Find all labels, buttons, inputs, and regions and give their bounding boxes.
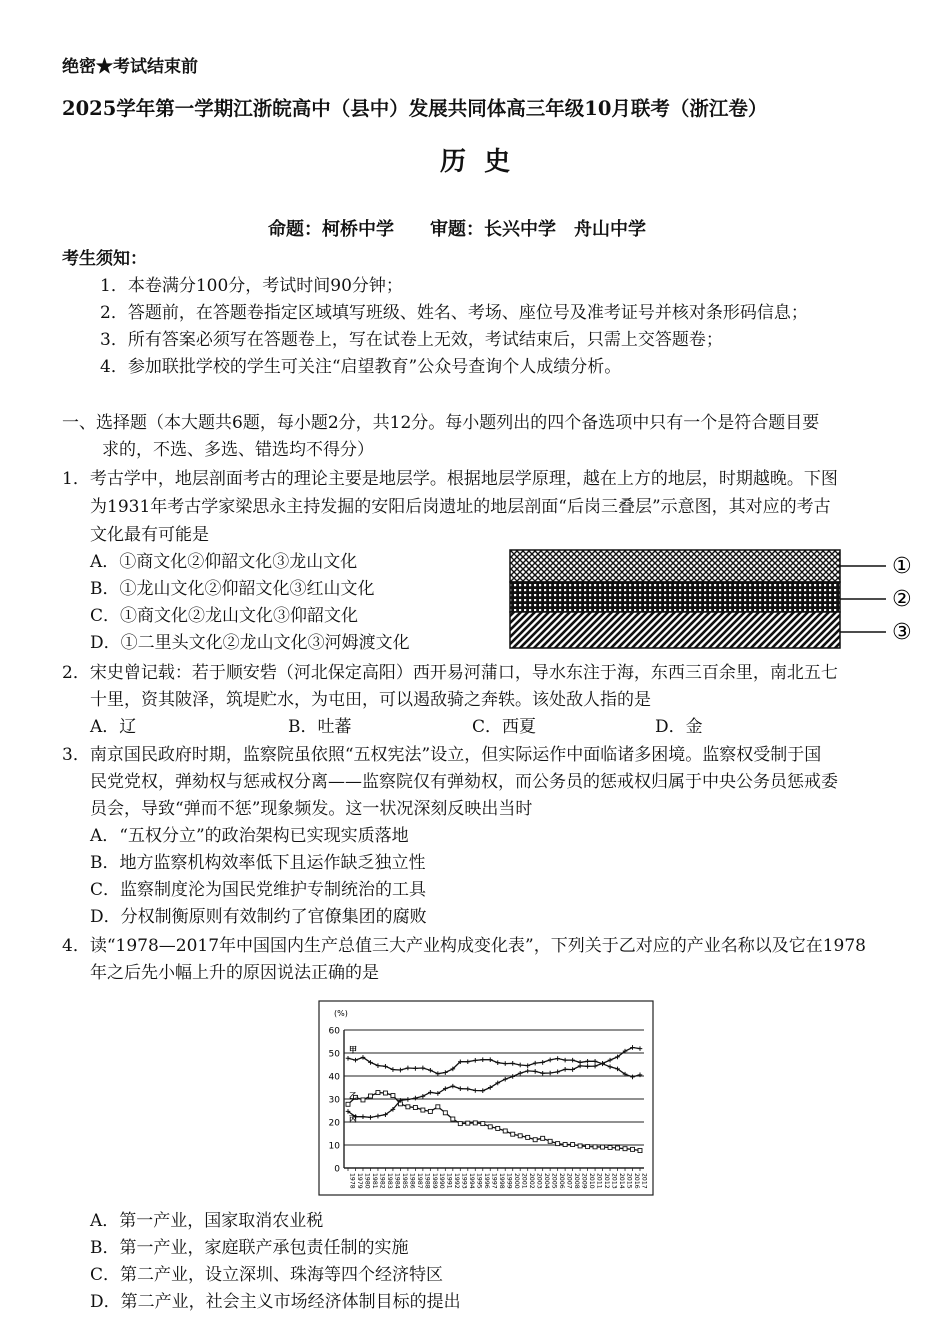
q3-option-b[interactable]: B．地方监察机构效率低下且运作缺乏独立性	[90, 853, 426, 873]
x-tick-label: 1978	[348, 1173, 356, 1189]
data-point	[488, 1125, 492, 1129]
notice-item: 3．所有答案必须写在答题卷上，写在试卷上无效，考试结束后，只需上交答题卷；	[100, 330, 723, 350]
x-tick-label: 2007	[565, 1173, 573, 1189]
data-point	[518, 1134, 522, 1138]
x-tick-label: 1999	[505, 1173, 513, 1189]
data-point	[608, 1146, 612, 1150]
x-tick-label: 1989	[430, 1173, 438, 1189]
data-point	[413, 1106, 417, 1110]
x-tick-label: 1984	[393, 1173, 401, 1189]
data-point	[511, 1132, 515, 1136]
q3-option-a[interactable]: A．“五权分立”的政治架构已实现实质落地	[90, 826, 409, 846]
data-point	[571, 1143, 575, 1147]
q3-stem: 3．南京国民政府时期，监察院虽依照“五权宪法”设立，但实际运作中面临诸多困境。监察权受制于国	[62, 745, 822, 765]
x-tick-label: 1979	[355, 1173, 363, 1189]
data-point	[458, 1122, 462, 1126]
x-tick-label: 1987	[415, 1173, 423, 1189]
x-tick-label: 2008	[573, 1173, 581, 1189]
notice-item: 2．答题前，在答题卷指定区域填写班级、姓名、考场、座位号及准考证号并核对条形码信息；	[100, 303, 808, 323]
data-point	[428, 1109, 432, 1113]
q4-option-c[interactable]: C．第二产业，设立深圳、珠海等四个经济特区	[90, 1265, 444, 1285]
layer-label-3: ③	[892, 620, 912, 645]
stratum-layer-3	[510, 612, 840, 648]
notice-heading: 考生须知：	[62, 249, 147, 269]
x-tick-label: 1994	[468, 1173, 476, 1189]
x-tick-label: 1991	[445, 1173, 453, 1189]
x-tick-label: 2011	[595, 1173, 603, 1189]
x-tick-label: 1995	[475, 1173, 483, 1189]
data-point	[443, 1111, 447, 1115]
data-point	[346, 1102, 350, 1106]
x-tick-label: 2003	[535, 1173, 543, 1189]
data-point	[541, 1136, 545, 1140]
q1-option-d[interactable]: D．①二里头文化②龙山文化③河姆渡文化	[90, 633, 410, 653]
data-point	[466, 1121, 470, 1125]
notice-item: 1．本卷满分100分，考试时间90分钟；	[100, 276, 403, 296]
strata-diagram	[508, 548, 928, 650]
q2-option-a[interactable]: A．辽	[90, 717, 137, 737]
data-point	[533, 1138, 537, 1142]
layer-label-1: ①	[892, 554, 912, 579]
series-label: 甲	[349, 1045, 357, 1055]
section-heading: 一、选择题（本大题共6题，每小题2分，共12分。每小题列出的四个备选项中只有一个是符合题目要	[62, 413, 820, 433]
x-tick-label: 2015	[625, 1173, 633, 1189]
q2-stem: 十里，资其陂泽，筑堤贮水，为屯田，可以遏敌骑之奔轶。该处敌人指的是	[90, 690, 651, 710]
q3-option-c[interactable]: C．监察制度沦为国民党维护专制统治的工具	[90, 880, 427, 900]
q1-stem: 为1931年考古学家梁思永主持发掘的安阳后岗遗址的地层剖面“后岗三叠层”示意图，其对应的考古	[90, 497, 831, 517]
q3-option-d[interactable]: D．分权制衡原则有效制约了官僚集团的腐败	[90, 907, 427, 927]
q4-stem: 4．读“1978—2017年中国国内生产总值三大产业构成变化表”，下列关于乙对应的产业名称以及它在1978	[62, 936, 866, 956]
q2-option-d[interactable]: D．金	[655, 717, 703, 737]
x-tick-label: 1982	[378, 1173, 386, 1189]
x-tick-label: 2016	[632, 1173, 640, 1189]
data-point	[481, 1122, 485, 1126]
layer-label-2: ②	[892, 587, 912, 612]
x-tick-label: 1986	[408, 1173, 416, 1189]
x-tick-label: 1992	[453, 1173, 461, 1189]
data-point	[638, 1149, 642, 1153]
q2-option-c[interactable]: C．西夏	[472, 717, 537, 737]
secret-label: 绝密★考试结束前	[62, 57, 198, 77]
notice-item: 4．参加联批学校的学生可关注“启望教育”公众号查询个人成绩分析。	[100, 357, 622, 377]
x-tick-label: 2017	[640, 1173, 648, 1189]
data-point	[578, 1144, 582, 1148]
stratum-layer-1	[510, 550, 840, 582]
data-point	[601, 1145, 605, 1149]
y-axis-label: (%)	[334, 1009, 348, 1018]
y-tick-label: 30	[328, 1095, 340, 1106]
subject-title: 历 史	[440, 147, 511, 177]
data-point	[406, 1105, 410, 1109]
series-label: 乙	[349, 1091, 357, 1101]
gdp-structure-chart	[318, 1000, 654, 1196]
x-tick-label: 1988	[423, 1173, 431, 1189]
data-point	[586, 1145, 590, 1149]
x-tick-label: 2013	[610, 1173, 618, 1189]
data-point	[361, 1098, 365, 1102]
x-tick-label: 1980	[363, 1173, 371, 1189]
x-tick-label: 1997	[490, 1173, 498, 1189]
data-point	[593, 1145, 597, 1149]
data-point	[563, 1143, 567, 1147]
data-point	[526, 1135, 530, 1139]
x-tick-label: 1998	[498, 1173, 506, 1189]
data-point	[436, 1105, 440, 1109]
y-tick-label: 40	[328, 1072, 340, 1083]
x-tick-label: 2004	[543, 1173, 551, 1189]
data-point	[383, 1091, 387, 1095]
x-tick-label: 2001	[520, 1173, 528, 1189]
x-tick-label: 1993	[460, 1173, 468, 1189]
data-point	[616, 1146, 620, 1150]
x-tick-label: 1996	[483, 1173, 491, 1189]
x-tick-label: 2012	[602, 1173, 610, 1189]
x-tick-label: 2005	[550, 1173, 558, 1189]
stratum-layer-2	[510, 582, 840, 612]
q4-option-a[interactable]: A．第一产业，国家取消农业税	[90, 1211, 324, 1231]
y-tick-label: 0	[334, 1164, 340, 1175]
data-point	[391, 1094, 395, 1098]
section-heading-cont: 求的，不选、多选、错选均不得分）	[102, 440, 374, 460]
y-tick-label: 10	[328, 1141, 340, 1152]
y-tick-label: 50	[328, 1049, 340, 1060]
q4-option-d[interactable]: D．第二产业，社会主义市场经济体制目标的提出	[90, 1292, 461, 1312]
data-point	[548, 1139, 552, 1143]
data-point	[496, 1126, 500, 1130]
x-tick-label: 2006	[558, 1173, 566, 1189]
q1-option-a[interactable]: A．①商文化②仰韶文化③龙山文化	[90, 552, 358, 572]
data-point	[451, 1117, 455, 1121]
q1-stem: 文化最有可能是	[90, 525, 209, 545]
y-tick-label: 20	[328, 1118, 340, 1129]
x-tick-label: 2000	[513, 1173, 521, 1189]
data-point	[421, 1108, 425, 1112]
data-point	[623, 1147, 627, 1151]
data-point	[631, 1147, 635, 1151]
x-tick-label: 2010	[587, 1173, 595, 1189]
y-tick-label: 60	[328, 1026, 340, 1037]
exam-title: 2025学年第一学期江浙皖高中（县中）发展共同体高三年级10月联考（浙江卷）	[62, 97, 768, 120]
q2-option-b[interactable]: B．吐蕃	[288, 717, 352, 737]
q4-option-b[interactable]: B．第一产业，家庭联产承包责任制的实施	[90, 1238, 409, 1258]
x-tick-label: 1990	[438, 1173, 446, 1189]
data-point	[376, 1091, 380, 1095]
q1-option-c[interactable]: C．①商文化②龙山文化③仰韶文化	[90, 606, 359, 626]
x-tick-label: 2009	[580, 1173, 588, 1189]
data-point	[368, 1094, 372, 1098]
x-tick-label: 1983	[385, 1173, 393, 1189]
series-label: 丙	[349, 1114, 357, 1124]
data-point	[503, 1129, 507, 1133]
q1-stem: 1．考古学中，地层剖面考古的理论主要是地层学。根据地层学原理，越在上方的地层，时期越晚。下图	[62, 469, 838, 489]
data-point	[556, 1142, 560, 1146]
authors-line: 命题：柯桥中学 审题：长兴中学 舟山中学	[268, 219, 646, 240]
q3-stem: 员会，导致“弹而不惩”现象频发。这一状况深刻反映出当时	[90, 799, 533, 819]
q1-option-b[interactable]: B．①龙山文化②仰韶文化③红山文化	[90, 579, 375, 599]
q2-stem: 2．宋史曾记载：若于顺安砦（河北保定高阳）西开易河蒲口，导水东注于海，东西三百余里，南北五七	[62, 663, 838, 683]
x-tick-label: 1985	[400, 1173, 408, 1189]
data-point	[473, 1121, 477, 1125]
q4-stem: 年之后先小幅上升的原因说法正确的是	[90, 963, 379, 983]
x-tick-label: 1981	[370, 1173, 378, 1189]
x-tick-label: 2014	[617, 1173, 625, 1189]
x-tick-label: 2002	[528, 1173, 536, 1189]
q3-stem: 民党党权，弹劾权与惩戒权分离——监察院仅有弹劾权，而公务员的惩戒权归属于中央公务员惩戒委	[90, 772, 838, 792]
